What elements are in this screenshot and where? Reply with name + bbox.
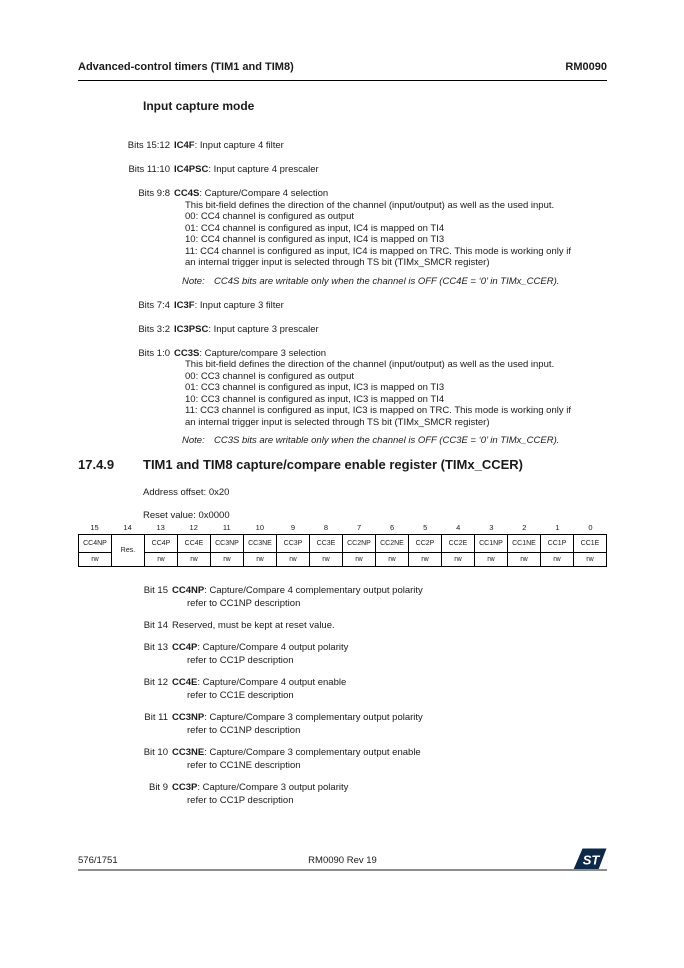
access-cell: rw [343,553,376,567]
bit-field-name: CC4E [172,677,198,688]
footer-page-number: 576/1751 [78,855,118,866]
bit-description-ref: refer to CC1NE description [187,760,301,771]
bit-field-detail-line: 00: CC3 channel is configured as output [185,370,354,382]
page-header [78,61,607,81]
bit-field-detail-line: 11: CC4 channel is configured as input, IC4 is mapped on TRC. This mode is working only if [185,245,571,257]
bits-range-label: Bits 15:12 [127,140,170,151]
bits-entry-title [174,324,610,336]
bit-field-name: CC4P [172,642,198,653]
bit-number: 2 [522,523,527,532]
field-cell: CC4E [178,535,211,553]
field-cell: CC2NP [343,535,376,553]
bit-label: Bit 13 [143,642,168,653]
bit-description-body [172,641,348,667]
bits-entry-title [174,140,610,152]
bit-number: 12 [189,523,198,532]
bit-description-title [172,711,423,724]
access-cell: rw [475,553,508,567]
bit-field-detail-line: 10: CC3 channel is configured as input, IC3 is mapped on TI4 [185,393,445,405]
bit-number: 1 [555,523,560,532]
bit-description-body [172,676,346,702]
bit-field-name: CC3P [172,782,198,793]
bits-entry-title [174,188,610,200]
bits-entry-body [174,348,610,447]
bit-numbers-row [78,521,607,534]
bits-entry-body [174,140,610,152]
access-cell: rw [409,553,442,567]
field-cell: CC2NE [376,535,409,553]
st-logo-icon [573,848,607,870]
access-cell: rw [145,553,178,567]
bits-entry-title [174,348,610,360]
page-footer [78,846,607,869]
access-row [79,553,607,567]
bit-description-body [172,781,348,807]
bit-description-entry [78,781,610,807]
address-offset: Address offset: 0x20 [143,487,230,498]
bits-range-label: Bits 1:0 [138,347,170,359]
header-chapter-title: Advanced-control timers (TIM1 and TIM8) [78,61,294,73]
bits-entry [78,140,610,152]
field-cell: CC3E [310,535,343,553]
bit-description-entry [78,676,610,702]
bit-description-entry [78,711,610,737]
bit-description-body [172,746,421,772]
note-label: Note: [182,435,205,446]
access-cell: rw [442,553,475,567]
field-cell: CC2P [409,535,442,553]
bit-description-ref: refer to CC1NP description [187,598,301,609]
bit-field-name: IC3PSC [174,323,209,335]
bit-description-title [172,676,346,689]
field-cell: CC3NE [244,535,277,553]
bit-field-detail-line: 01: CC3 channel is configured as input, IC3 is mapped on TI3 [185,382,445,393]
bit-number: 7 [356,523,362,532]
bit-number: 5 [423,523,428,532]
bits-entry-body [174,164,610,176]
bit-description-title [172,781,348,794]
field-cell: CC4NP [79,535,112,553]
bit-field-name: CC3S [174,347,200,359]
bit-field-desc: : Capture/Compare 3 complementary output polarity [204,712,423,723]
access-cell: rw [541,553,574,567]
access-cell: rw [508,553,541,567]
bit-description-ref: refer to CC1E description [187,690,294,701]
bits-entry [78,324,610,336]
bit-label: Bit 10 [143,747,168,758]
field-cell: CC3P [277,535,310,553]
bit-label: Bit 14 [143,620,168,631]
section-subheading: Input capture mode [143,99,255,113]
bits-entry [78,164,610,176]
section-heading [78,457,610,472]
section-number: 17.4.9 [78,457,115,472]
section-title: TIM1 and TIM8 capture/compare enable register (TIMx_CCER) [143,457,523,472]
note-label: Note: [182,275,205,287]
bits-entry-body [174,300,610,312]
bit-number: 10 [255,523,265,532]
bit-field-name: CC4S [174,188,200,199]
bit-field-detail-line: 00: CC4 channel is configured as output [185,211,354,222]
bit-number: 13 [156,523,165,532]
bit-field-detail-line: an internal trigger input is selected through TS bit (TIMx_SMCR register) [185,257,490,268]
bit-number: 15 [90,523,99,532]
st-logo-text: ST [582,852,600,868]
bit-number: 11 [222,523,231,532]
reset-value: Reset value: 0x0000 [143,509,230,521]
access-cell: rw [310,553,343,567]
access-cell: rw [244,553,277,567]
bit-field-detail-line: 01: CC4 channel is configured as input, IC4 is mapped on TI4 [185,222,445,234]
bit-number: 6 [390,523,395,532]
bit-field-name: CC3NE [172,747,205,758]
bit-description-body [172,584,423,610]
bit-description-ref: refer to CC1P description [187,795,294,806]
bits-range-label: Bits 11:10 [128,164,170,175]
access-cell: rw [178,553,211,567]
bit-description-title [172,746,421,759]
bit-description-ref: refer to CC1NP description [187,725,301,736]
bits-entry [78,300,610,312]
bit-description-entry [78,619,610,632]
bits-entry-body [174,324,610,336]
bit-field-name: IC4F [174,140,195,151]
bits-entry-title [174,164,610,176]
bit-field-entries [78,140,610,447]
bit-field-desc: : Input capture 4 prescaler [208,164,319,175]
bit-field-name: CC3NP [172,712,205,723]
bit-description-ref: refer to CC1P description [187,655,294,666]
bit-label: Bit 12 [143,677,168,688]
bit-description-body [172,619,335,632]
bits-entry-body [174,188,610,287]
bits-range-label: Bits 7:4 [138,299,170,311]
bit-field-desc: : Input capture 4 filter [194,140,284,151]
bit-field-name: IC4PSC [174,164,209,175]
bit-field-desc: : Capture/Compare 4 output enable [197,677,347,688]
input-capture-section [78,100,610,459]
bits-entry-title [174,300,610,312]
bit-label: Bit 15 [143,585,168,596]
bits-entry [78,348,610,447]
bit-description-body [172,711,423,737]
access-cell: rw [211,553,244,567]
bits-entry [78,188,610,287]
field-cell: CC1P [541,535,574,553]
note-text: CC3S bits are writable only when the channel is OFF (CC3E = ‘0’ in TIMx_CCER). [214,435,560,446]
field-name-row [79,535,607,553]
field-cell: CC1NE [508,535,541,553]
bit-field-detail-line: 10: CC4 channel is configured as input, IC4 is mapped on TI3 [185,234,445,245]
footer-rule [78,869,607,871]
bit-descriptions [78,584,610,816]
note [182,276,610,288]
bit-field-detail-line: This bit-field defines the direction of the channel (input/output) as well as the used input. [185,199,555,211]
bit-field-desc: : Capture/Compare 4 complementary output polarity [204,585,423,596]
bit-field-detail-line: This bit-field defines the direction of the channel (input/output) as well as the used input. [185,359,555,370]
bit-field-desc: : Input capture 3 prescaler [208,323,319,335]
field-cell-reserved: Res. [112,535,145,567]
bits-range-label: Bits 3:2 [138,323,170,335]
field-cell: CC4P [145,535,178,553]
bit-field-detail-line: 11: CC3 channel is configured as input, IC3 is mapped on TRC. This mode is working only if [185,405,571,416]
access-cell: rw [277,553,310,567]
register-info [143,487,610,521]
bit-field-desc: : Capture/Compare 4 output polarity [197,642,349,653]
footer-doc-revision: RM0090 Rev 19 [308,855,377,866]
bit-description-title [172,584,423,597]
bit-description-entry [78,641,610,667]
field-cell: CC3NP [211,535,244,553]
header-doc-id: RM0090 [565,61,607,73]
access-cell: rw [376,553,409,567]
bit-description-title [172,619,335,632]
bit-number: 9 [290,523,295,532]
bit-description-entry [78,746,610,772]
bit-field-desc: : Capture/compare 3 selection [199,347,327,359]
bit-number: 8 [323,523,329,532]
bit-number: 3 [489,523,494,532]
field-cell: CC1E [574,535,607,553]
bit-number: 14 [123,523,132,532]
bit-field-detail-line: an internal trigger input is selected through TS bit (TIMx_SMCR register) [185,416,490,428]
bit-number: 4 [456,523,461,532]
bit-description-entry [78,584,610,610]
bit-field-desc: : Capture/Compare 3 complementary output enable [204,747,421,758]
note [182,435,610,447]
bit-description-title [172,641,348,654]
register-section [78,457,610,521]
bit-field-name: CC4NP [172,585,205,596]
bit-field-desc: : Capture/Compare 3 output polarity [197,782,349,793]
access-cell: rw [79,553,112,567]
note-text: CC4S bits are writable only when the channel is OFF (CC4E = ‘0’ in TIMx_CCER). [214,275,560,287]
bit-field-desc: : Capture/Compare 4 selection [199,188,329,199]
access-cell: rw [574,553,607,567]
bit-field-desc: : Input capture 3 filter [194,299,284,311]
bit-field-name: IC3F [174,299,195,311]
register-table [78,521,607,567]
bit-label: Bit 9 [148,782,168,793]
bit-field-desc: Reserved, must be kept at reset value. [172,620,335,631]
field-cell: CC1NP [475,535,508,553]
bits-range-label: Bits 9:8 [138,188,170,199]
field-cell: CC2E [442,535,475,553]
bit-label: Bit 11 [144,712,168,723]
bit-number: 0 [588,523,593,532]
